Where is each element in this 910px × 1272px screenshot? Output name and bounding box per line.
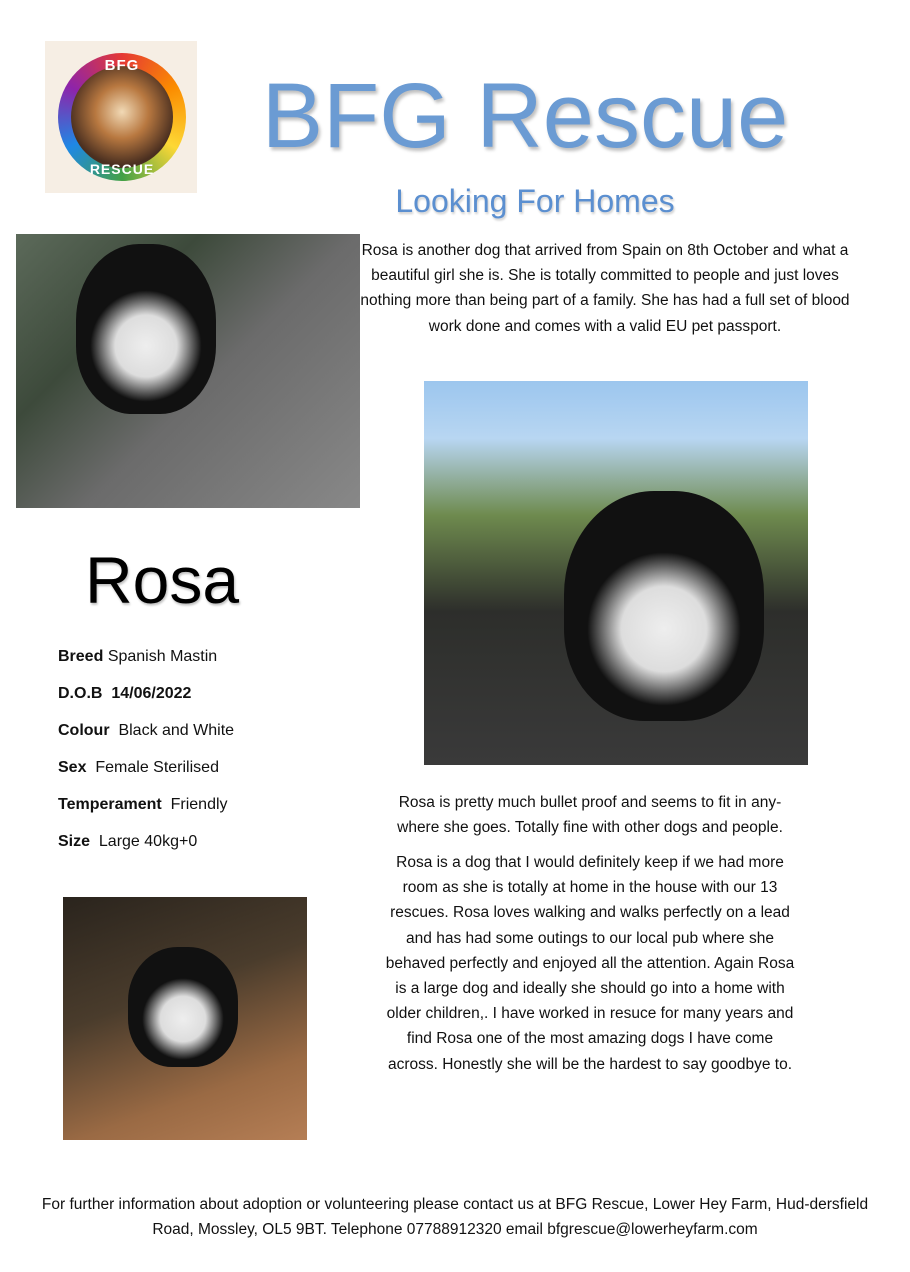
- detail-label: Breed: [58, 648, 104, 665]
- contact-footer: For further information about adoption or volunteering please contact us at BFG Rescue, Lower Hey Farm, Hud-dersfield Road, Mossley, OL5 9BT. Telephone 07788912320 email bfgrescue@lowerheyfarm.com: [41, 1196, 869, 1238]
- detail-label: D.O.B: [58, 685, 103, 702]
- detail-value: Large 40kg+0: [98, 833, 198, 850]
- dog-figure: [564, 491, 764, 721]
- dog-photo-indoors: [63, 897, 307, 1140]
- intro-paragraph: Rosa is another dog that arrived from Spain on 8th October and what a beautiful girl she is. She is totally committed to people and just loves nothing more than being part of a family. She has had a full set of blood work done and comes with a valid EU pet passport.: [360, 242, 850, 335]
- detail-label: Colour: [58, 722, 110, 739]
- dog-photo-outdoors: [424, 381, 808, 765]
- detail-value: Spanish Mastin: [107, 648, 218, 665]
- dog-photo-sitting: [16, 234, 360, 508]
- logo-dog-image: [71, 66, 173, 168]
- dog-name: Rosa: [85, 543, 240, 617]
- detail-temperament: [58, 793, 234, 830]
- detail-colour: [58, 719, 234, 756]
- detail-size: [58, 830, 234, 867]
- logo-bottom-text: RESCUE: [89, 161, 155, 177]
- page-title: BFG Rescue: [261, 65, 789, 167]
- dog-details: [58, 645, 234, 867]
- detail-label: Size: [58, 833, 91, 850]
- detail-sex: [58, 756, 234, 793]
- bfg-rescue-logo: [45, 41, 197, 193]
- logo-top-text: BFG: [104, 57, 140, 74]
- detail-value: Female Sterilised: [95, 759, 219, 776]
- description-paragraph: Rosa is a dog that I would definitely keep if we had more room as she is totally at home in the house with our 13 rescues. Rosa loves walking and walks perfectly on a lead and has had some outings to our local pub where she behaved perfectly and enjoyed all the attention. Again Rosa is a large dog and ideally she should go into a home with older children,. I have worked in resuce for many years and find Rosa one of the most amazing dogs I have come across. Honestly she will be the hardest to say goodbye to.: [385, 854, 795, 1073]
- logo-rainbow-ring: [58, 53, 186, 181]
- detail-label: Temperament: [58, 796, 162, 813]
- page-subtitle: Looking For Homes: [395, 183, 675, 219]
- detail-value: Black and White: [118, 722, 235, 739]
- detail-value: Friendly: [170, 796, 228, 813]
- dog-figure: [76, 244, 216, 414]
- detail-breed: [58, 645, 234, 682]
- detail-label: Sex: [58, 759, 87, 776]
- dog-figure: [128, 947, 238, 1067]
- detail-value: 14/06/2022: [111, 685, 192, 702]
- detail-dob: [58, 682, 234, 719]
- temperament-paragraph: Rosa is pretty much bullet proof and seems to fit in any-where she goes. Totally fine with other dogs and people.: [397, 794, 783, 837]
